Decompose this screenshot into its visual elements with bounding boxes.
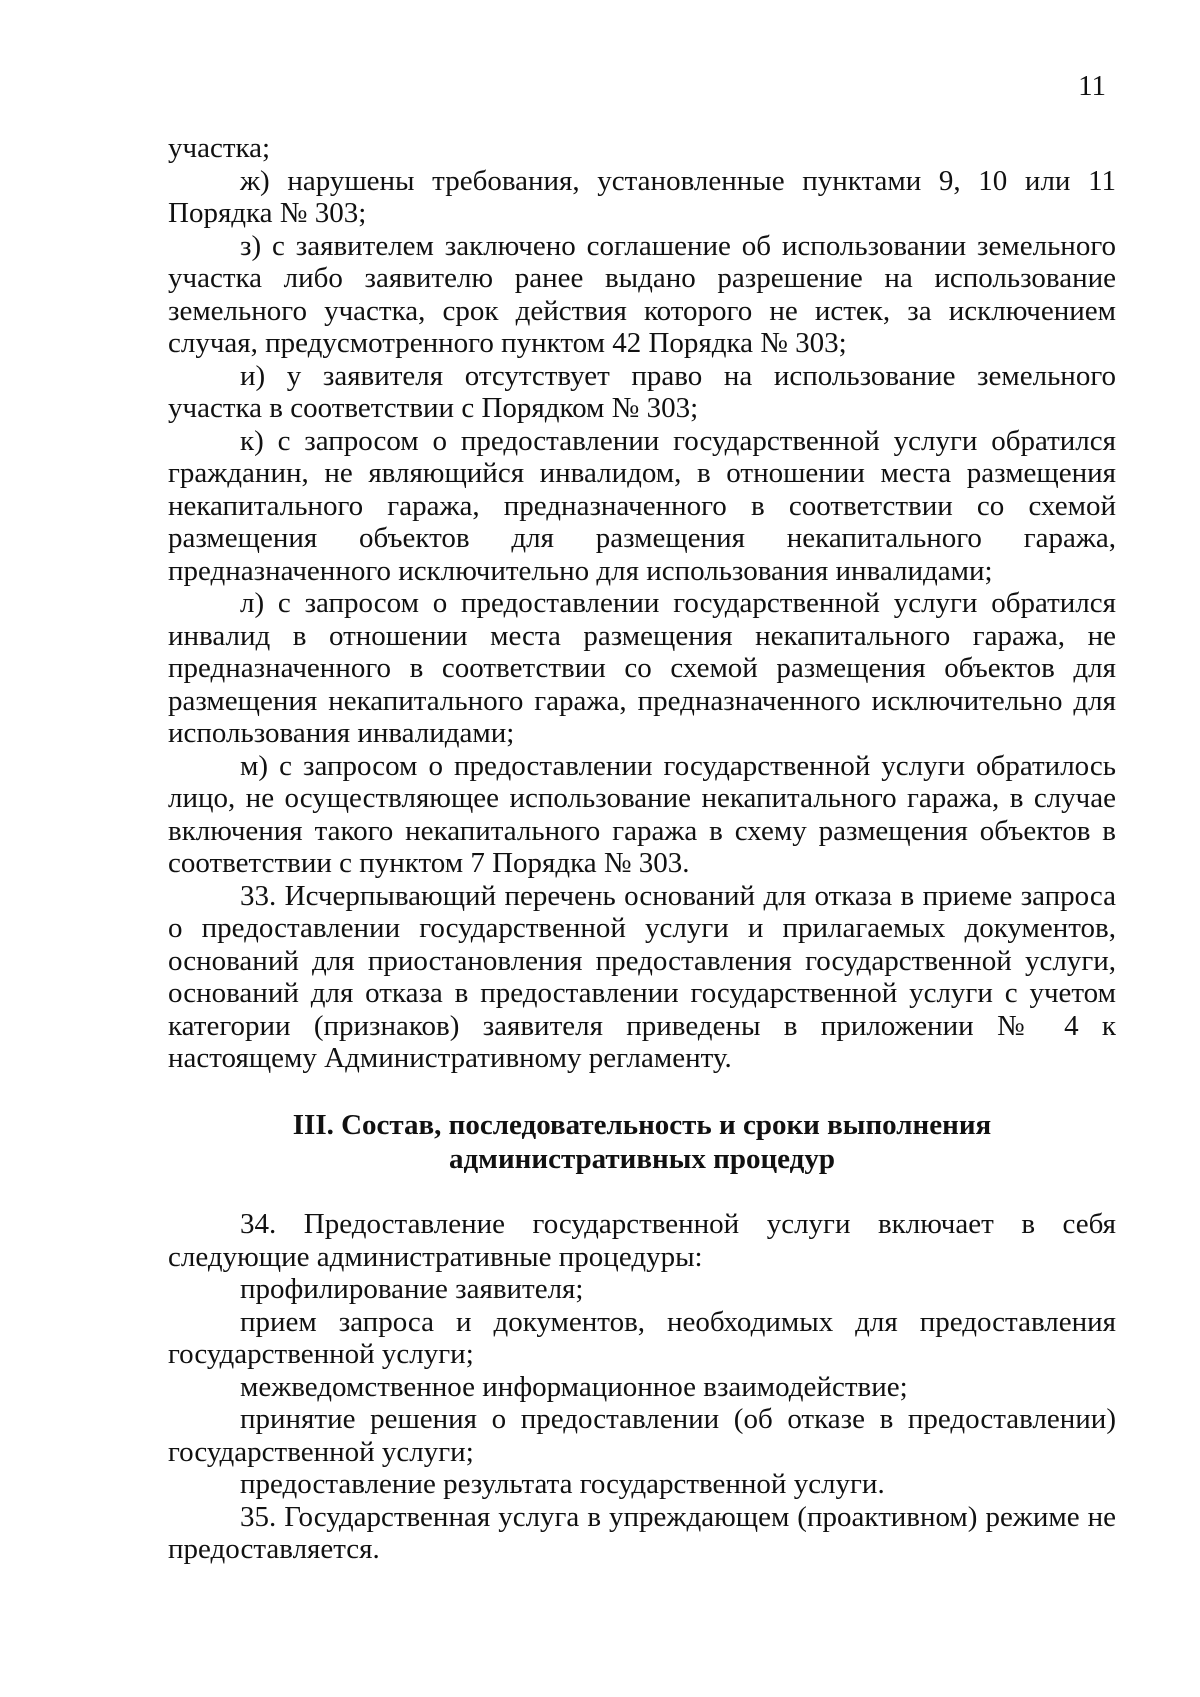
procedure-item-decision: принятие решения о предоставлении (об отказе в предоставлении) государственной услуги; <box>168 1403 1116 1468</box>
paragraph-item-i: и) у заявителя отсутствует право на использование земельного участка в соответствии с Порядком № 303; <box>168 359 1116 424</box>
paragraph-continuation: участка; <box>168 132 271 164</box>
document-body-top <box>168 132 1116 1075</box>
paragraph-35: 35. Государственная услуга в упреждающем (проактивном) режиме не предоставляется. <box>168 1500 1116 1565</box>
section-heading-line-2: административных процедур <box>449 1143 835 1175</box>
paragraph-item-l: л) с запросом о предоставлении государственной услуги обратился инвалид в отношении места размещения некапитального гаража, не предназначенного в соответствии со схемой размещения объектов для размещения некапитального гаража, предназначенного исключительно для использования инвалидами; <box>168 587 1116 749</box>
procedure-item-reception: прием запроса и документов, необходимых для предоставления государственной услуги; <box>168 1305 1116 1370</box>
paragraph-item-k: к) с запросом о предоставлении государственной услуги обратился гражданин, не являющийся инвалидом, в отношении места размещения некапитального гаража, предназначенного в соответствии со схемой размещения объектов для размещения некапитального гаража, предназначенного исключительно для использования инвалидами; <box>168 424 1116 587</box>
procedure-item-profiling: профилирование заявителя; <box>240 1273 584 1305</box>
paragraph-item-z: з) с заявителем заключено соглашение об использовании земельного участка либо заявителю ранее выдано разрешение на использование земельного участка, срок действия которого не истек, за исключением случая, предусмотренного пунктом 42 Порядка № 303; <box>168 229 1116 359</box>
procedure-item-result: предоставление результата государственной услуги. <box>240 1468 885 1500</box>
paragraph-item-m: м) с запросом о предоставлении государственной услуги обратилось лицо, не осуществляющее использование некапитального гаража, в случае включения такого некапитального гаража в схему размещения объектов в соответствии с пунктом 7 Порядка № 303. <box>168 749 1116 879</box>
document-body-bottom <box>168 1208 1116 1566</box>
procedure-item-interagency: межведомственное информационное взаимодействие; <box>240 1370 908 1403</box>
section-heading-line-1: III. Состав, последовательность и сроки выполнения <box>292 1109 992 1141</box>
paragraph-33: 33. Исчерпывающий перечень оснований для отказа в приеме запроса о предоставлении государственной услуги и прилагаемых документов, оснований для приостановления предоставления государственной услуги, оснований для отказа в предоставлении государственной услуги с учетом категории (признаков) заявителя приведены в приложении № 4 к настоящему Административному регламенту. <box>168 879 1116 1074</box>
section-heading <box>168 1108 1116 1176</box>
page-number: 11 <box>1078 70 1106 102</box>
paragraph-34: 34. Предоставление государственной услуги включает в себя следующие административные процедуры: <box>168 1208 1116 1273</box>
paragraph-item-zh: ж) нарушены требования, установленные пунктами 9, 10 или 11 Порядка № 303; <box>168 164 1116 229</box>
